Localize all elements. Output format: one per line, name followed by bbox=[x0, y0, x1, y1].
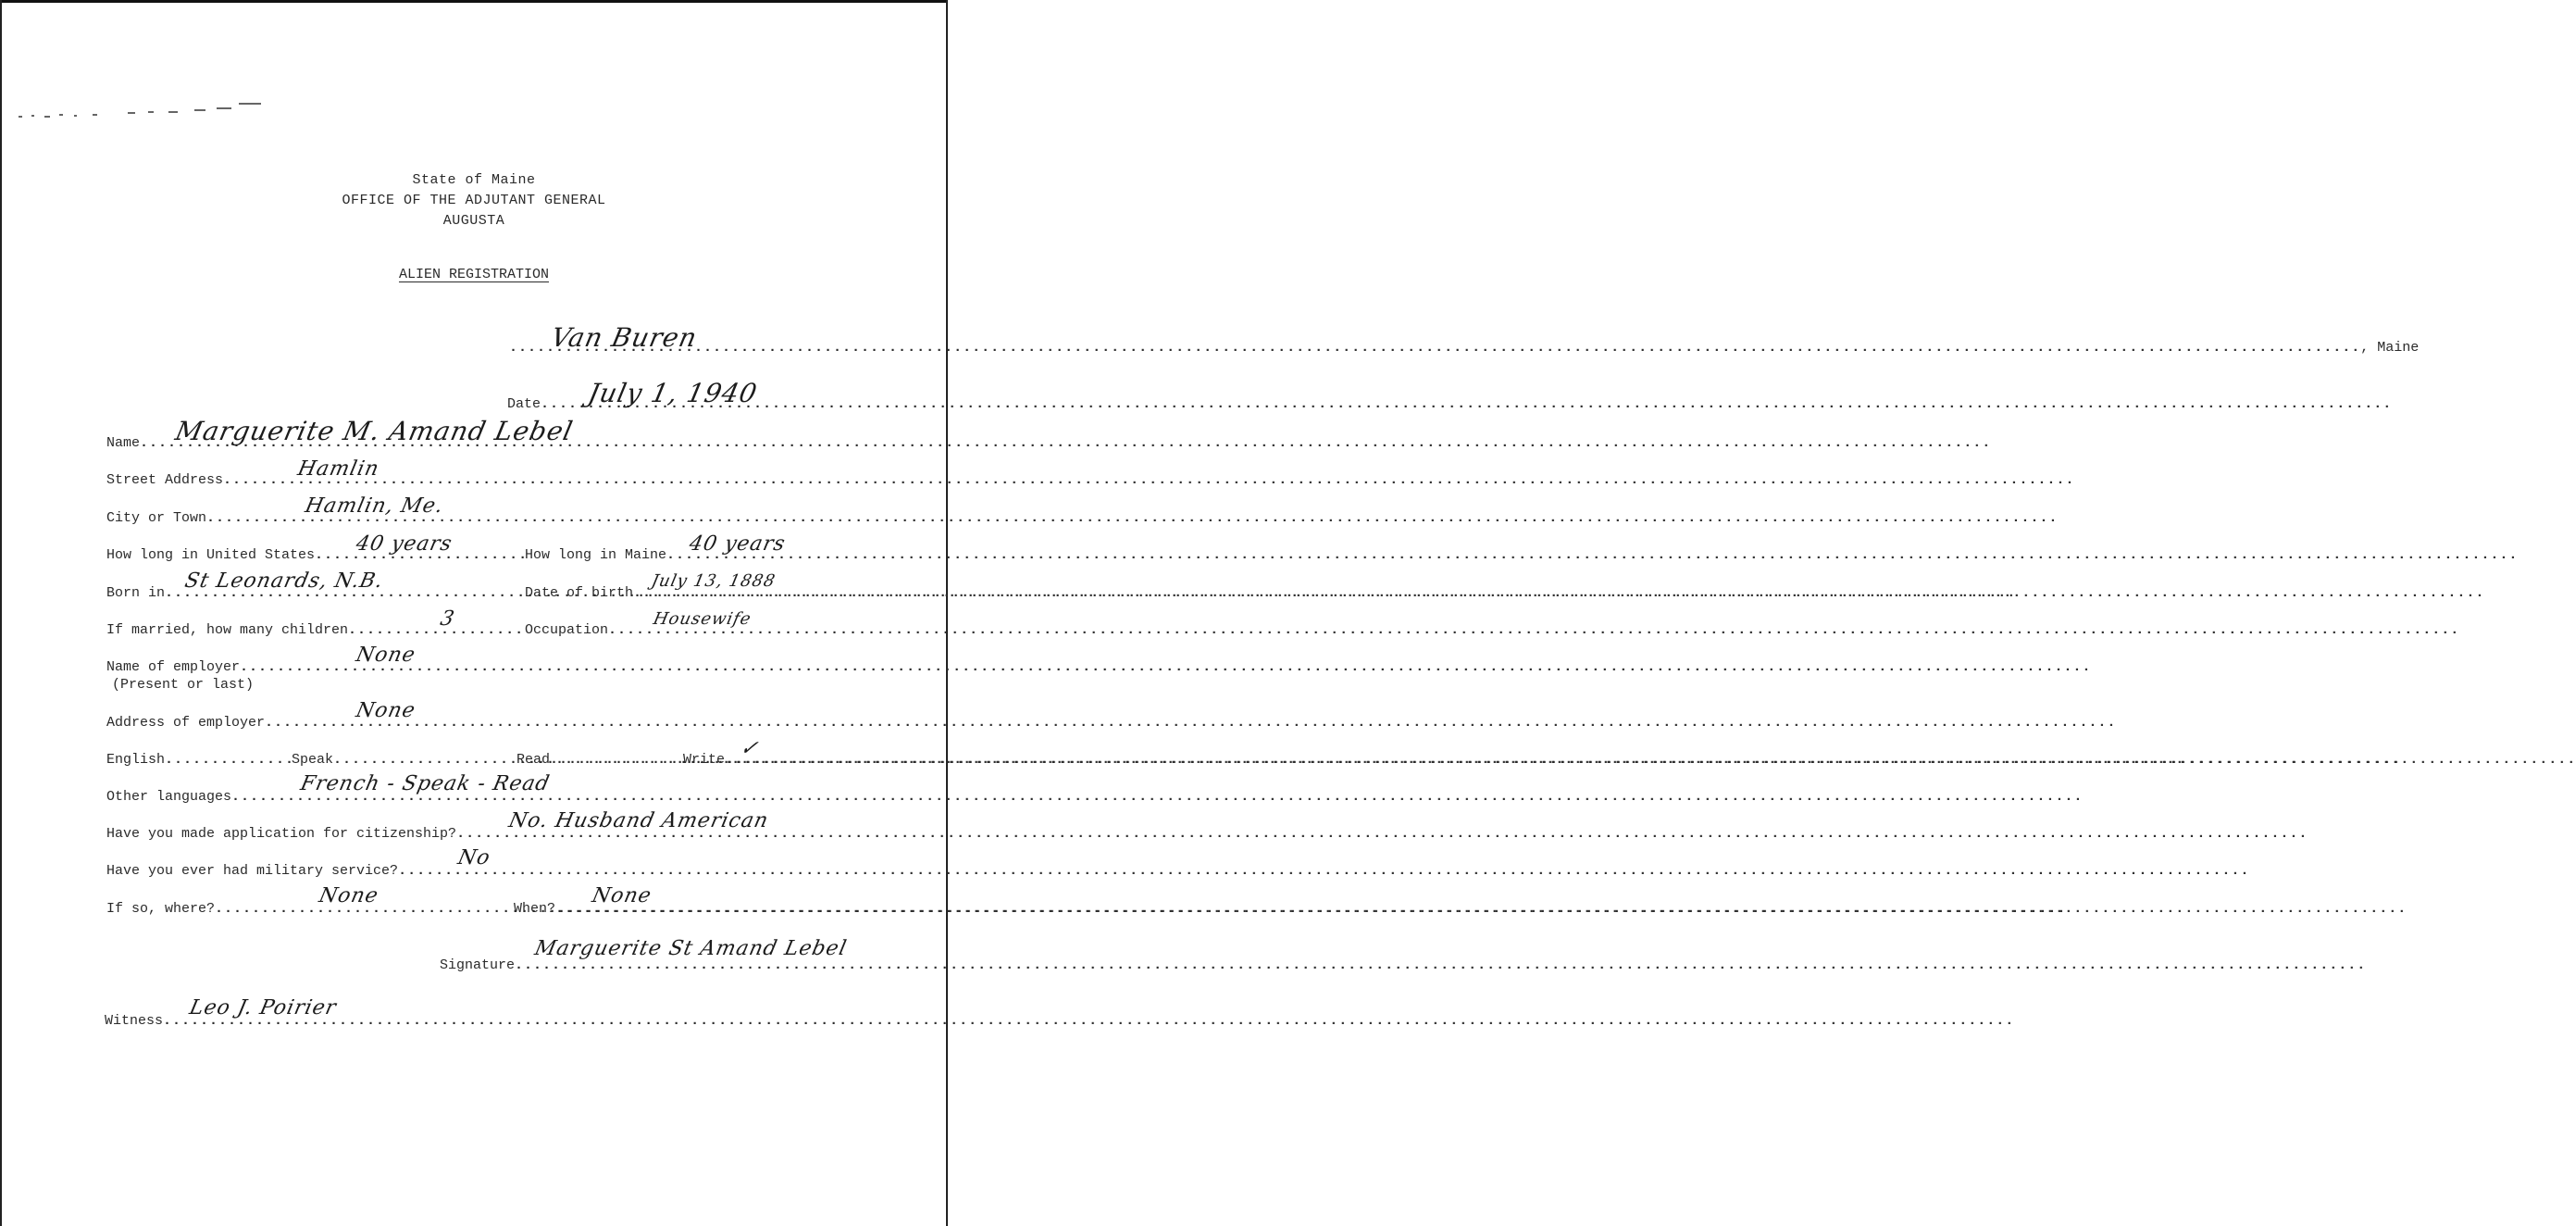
how-long-us-value[interactable]: 40 years bbox=[354, 532, 455, 556]
other-languages-label: Other languages bbox=[106, 789, 232, 805]
other-languages-value[interactable]: French - Speak - Read bbox=[298, 772, 553, 795]
scan-specks bbox=[19, 97, 268, 125]
read-label: Read bbox=[516, 752, 551, 768]
speak-label: Speak bbox=[292, 752, 334, 768]
where-value[interactable]: None bbox=[317, 884, 381, 907]
employer-label: Name of employer bbox=[106, 659, 241, 675]
header-city: AUGUSTA bbox=[442, 213, 505, 229]
occupation-label: Occupation bbox=[525, 622, 609, 638]
children-label: If married, how many children bbox=[106, 622, 349, 638]
place-value[interactable]: Van Buren bbox=[548, 322, 701, 353]
employer-address-dots bbox=[265, 715, 2116, 731]
witness-value[interactable]: Leo J. Poirier bbox=[187, 996, 339, 1020]
signature-row bbox=[440, 957, 815, 978]
born-in-value[interactable]: St Leonards, N.B. bbox=[182, 569, 386, 593]
city-label: City or Town bbox=[106, 510, 207, 526]
street-dots bbox=[223, 472, 2074, 488]
header-office: OFFICE OF THE ADJUTANT GENERAL bbox=[342, 193, 606, 208]
city-row bbox=[106, 510, 815, 531]
when-label: When? bbox=[514, 901, 556, 917]
date-of-birth-label: Date of birth bbox=[525, 585, 634, 601]
occupation-value[interactable]: Housewife bbox=[651, 609, 753, 629]
read-segment bbox=[516, 752, 683, 768]
date-dots bbox=[541, 396, 2392, 412]
how-long-maine-dots bbox=[666, 547, 2518, 563]
city-value[interactable]: Hamlin, Me. bbox=[303, 494, 446, 518]
name-value[interactable]: Marguerite M. Amand Lebel bbox=[172, 416, 577, 446]
english-dots bbox=[165, 752, 292, 768]
city-dots bbox=[206, 510, 2058, 526]
where-label: If so, where? bbox=[106, 901, 216, 917]
citizenship-label: Have you made application for citizenship? bbox=[106, 826, 457, 842]
street-row bbox=[106, 472, 815, 493]
place-suffix: , Maine bbox=[2360, 340, 2420, 356]
write-label: Write bbox=[683, 752, 726, 768]
how-long-maine-value[interactable]: 40 years bbox=[687, 532, 789, 556]
employer-dots bbox=[240, 659, 2091, 675]
when-dots bbox=[555, 901, 2407, 917]
children-dots bbox=[348, 622, 525, 638]
employer-address-label: Address of employer bbox=[106, 715, 266, 731]
write-check-mark[interactable]: ✓ bbox=[738, 737, 762, 760]
where-row bbox=[106, 901, 815, 921]
name-label: Name bbox=[106, 435, 141, 451]
employer-address-value[interactable]: None bbox=[354, 699, 418, 722]
how-long-us-segment bbox=[106, 547, 525, 563]
form-title: ALIEN REGISTRATION bbox=[398, 267, 550, 282]
speak-segment bbox=[292, 752, 516, 768]
street-label: Street Address bbox=[106, 472, 224, 488]
employer-address-row bbox=[106, 715, 815, 735]
signature-label: Signature bbox=[440, 957, 516, 973]
employer-value[interactable]: None bbox=[354, 644, 418, 667]
street-value[interactable]: Hamlin bbox=[295, 457, 382, 481]
military-label: Have you ever had military service? bbox=[106, 863, 399, 879]
place-dots bbox=[509, 340, 2360, 356]
employer-sublabel: (Present or last) bbox=[112, 677, 255, 693]
how-long-us-label: How long in United States bbox=[106, 547, 316, 563]
date-of-birth-value[interactable]: July 13, 1888 bbox=[649, 571, 778, 591]
witness-dots bbox=[163, 1013, 2014, 1029]
witness-label: Witness bbox=[105, 1013, 164, 1029]
english-row bbox=[106, 752, 815, 772]
date-label: Date bbox=[507, 396, 541, 412]
header-state: State of Maine bbox=[412, 172, 536, 188]
occupation-dots bbox=[608, 622, 2459, 638]
scan-border-top bbox=[0, 0, 948, 3]
military-dots bbox=[398, 863, 2249, 879]
citizenship-value[interactable]: No. Husband American bbox=[506, 809, 771, 832]
where-segment bbox=[106, 901, 514, 917]
how-long-maine-label: How long in Maine bbox=[525, 547, 667, 563]
children-segment bbox=[106, 622, 525, 638]
english-label: English bbox=[106, 752, 166, 768]
date-of-birth-dots bbox=[633, 585, 2484, 601]
born-in-label: Born in bbox=[106, 585, 166, 601]
date-value[interactable]: July 1, 1940 bbox=[585, 378, 761, 408]
military-value[interactable]: No bbox=[455, 846, 493, 869]
write-dots bbox=[725, 752, 2576, 768]
children-value[interactable]: 3 bbox=[438, 607, 457, 631]
signature-value[interactable]: Marguerite St Amand Lebel bbox=[532, 937, 850, 960]
english-segment bbox=[106, 752, 292, 768]
when-value[interactable]: None bbox=[590, 884, 654, 907]
